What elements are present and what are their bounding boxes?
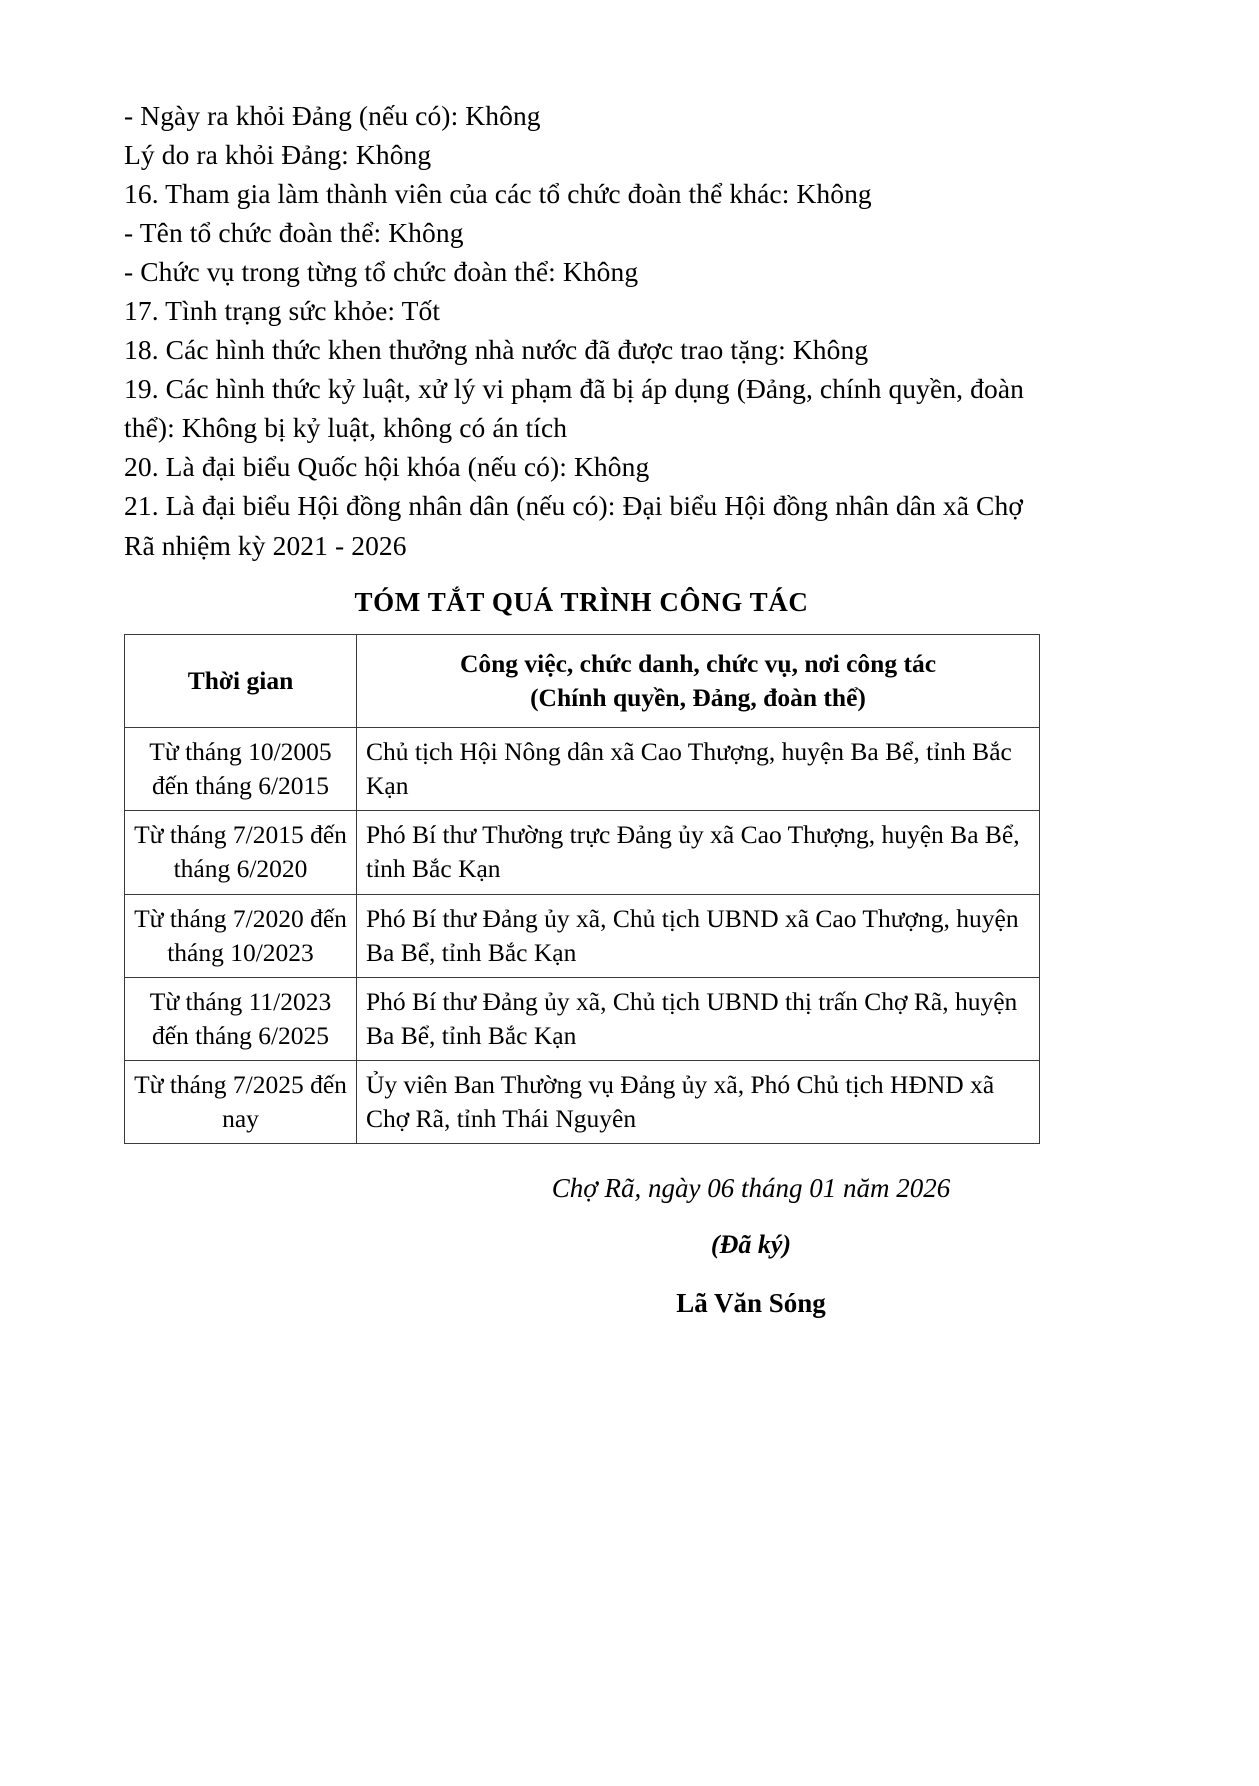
cell-duty: Chủ tịch Hội Nông dân xã Cao Thượng, huyện Ba Bể, tỉnh Bắc Kạn [357, 727, 1040, 810]
table-row [125, 727, 1040, 810]
cell-period: Từ tháng 7/2020 đến tháng 10/2023 [125, 894, 357, 977]
cell-period: Từ tháng 11/2023 đến tháng 6/2025 [125, 977, 357, 1060]
paragraph-item-21: 21. Là đại biểu Hội đồng nhân dân (nếu có): Đại biểu Hội đồng nhân dân xã Chợ Rã nhiệm kỳ 2021 - 2026 [124, 490, 1023, 561]
paragraph-item-16: 16. Tham gia làm thành viên của các tổ chức đoàn thể khác: Không [124, 178, 872, 210]
paragraph-item-17: 17. Tình trạng sức khỏe: Tốt [124, 295, 441, 327]
table-row [125, 977, 1040, 1060]
signature-signed-note: (Đã ký) [710, 1230, 792, 1260]
column-header-period: Thời gian [125, 634, 357, 727]
signature-date: Chợ Rã, ngày 06 tháng 01 năm 2026 [551, 1173, 951, 1204]
table-row [125, 1061, 1040, 1144]
table-row [125, 811, 1040, 894]
work-history-title: TÓM TẮT QUÁ TRÌNH CÔNG TÁC [354, 586, 809, 617]
document-body [124, 96, 1039, 1319]
table-header-row [125, 634, 1040, 727]
column-header-duty [357, 634, 1040, 727]
cell-duty: Ủy viên Ban Thường vụ Đảng ủy xã, Phó Chủ tịch HĐND xã Chợ Rã, tỉnh Thái Nguyên [357, 1061, 1040, 1144]
paragraph-ten-to-chuc-doan-the: - Tên tổ chức đoàn thể: Không [124, 217, 464, 249]
paragraph-ly-do-ra-khoi-dang: Lý do ra khỏi Đảng: Không [124, 139, 432, 171]
paragraph-item-20: 20. Là đại biểu Quốc hội khóa (nếu có): Không [124, 451, 650, 483]
cell-period: Từ tháng 10/2005 đến tháng 6/2015 [125, 727, 357, 810]
paragraph-chuc-vu-to-chuc-doan-the: - Chức vụ trong từng tổ chức đoàn thể: Không [124, 256, 639, 288]
cell-duty: Phó Bí thư Đảng ủy xã, Chủ tịch UBND xã Cao Thượng, huyện Ba Bể, tỉnh Bắc Kạn [357, 894, 1040, 977]
column-header-duty-line1: Công việc, chức danh, chức vụ, nơi công tác [459, 648, 937, 678]
signature-name: Lã Văn Sóng [676, 1288, 826, 1319]
column-header-duty-line2: (Chính quyền, Đảng, đoàn thể) [530, 682, 866, 712]
signature-inner [481, 1170, 1021, 1319]
paragraph-ngay-ra-khoi-dang: - Ngày ra khỏi Đảng (nếu có): Không [124, 100, 541, 131]
signature-block [124, 1170, 1039, 1319]
cell-duty: Phó Bí thư Đảng ủy xã, Chủ tịch UBND thị trấn Chợ Rã, huyện Ba Bể, tỉnh Bắc Kạn [357, 977, 1040, 1060]
cell-period: Từ tháng 7/2025 đến nay [125, 1061, 357, 1144]
cell-period: Từ tháng 7/2015 đến tháng 6/2020 [125, 811, 357, 894]
cell-duty: Phó Bí thư Thường trực Đảng ủy xã Cao Thượng, huyện Ba Bể, tỉnh Bắc Kạn [357, 811, 1040, 894]
work-history-table [124, 634, 1040, 1145]
table-row [125, 894, 1040, 977]
paragraph-item-19: 19. Các hình thức kỷ luật, xử lý vi phạm đã bị áp dụng (Đảng, chính quyền, đoàn thể): Không bị kỷ luật, không có án tích [124, 373, 1024, 444]
paragraph-item-18: 18. Các hình thức khen thưởng nhà nước đã được trao tặng: Không [124, 334, 869, 366]
